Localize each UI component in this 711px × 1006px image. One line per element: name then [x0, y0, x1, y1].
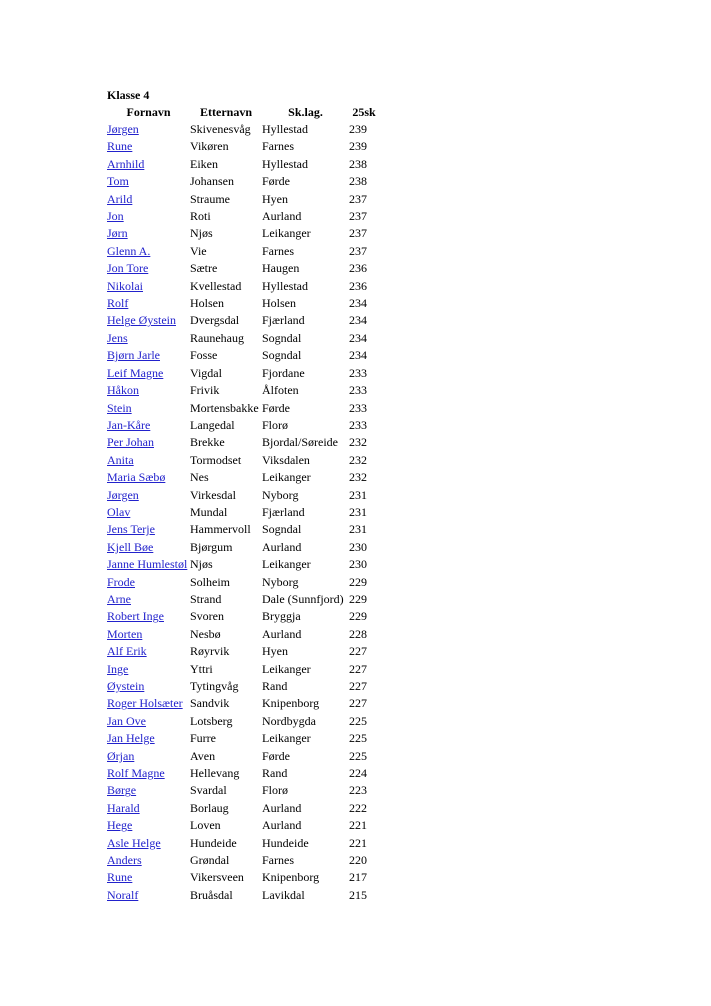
first-name-link[interactable]: Tom — [107, 174, 129, 189]
first-name-link[interactable]: Jens Terje — [107, 522, 155, 537]
results-page — [107, 87, 379, 904]
club-cell: Sogndal — [262, 330, 302, 345]
last-name-cell: Solheim — [190, 574, 231, 589]
first-name-link[interactable]: Børge — [107, 783, 137, 798]
header-last-name: Etternavn — [200, 105, 252, 119]
first-name-link[interactable]: Robert Inge — [107, 609, 164, 624]
table-row — [107, 852, 379, 869]
table-row — [107, 469, 379, 486]
table-row — [107, 695, 379, 712]
first-name-link[interactable]: Arne — [107, 591, 131, 606]
last-name-cell: Tormodset — [190, 452, 242, 467]
first-name-link[interactable]: Inge — [107, 661, 129, 676]
score-cell: 233 — [349, 383, 367, 398]
table-row — [107, 400, 379, 417]
club-cell: Rand — [262, 679, 288, 693]
score-cell: 233 — [349, 400, 367, 415]
last-name-cell: Holsen — [190, 296, 224, 311]
table-row — [107, 382, 379, 399]
first-name-link[interactable]: Stein — [107, 400, 132, 415]
table-row — [107, 626, 379, 643]
last-name-cell: Vikersveen — [190, 870, 244, 885]
last-name-cell: Eiken — [190, 156, 218, 171]
score-cell: 234 — [349, 313, 367, 328]
table-row — [107, 835, 379, 852]
club-cell: Farnes — [262, 139, 294, 154]
table-row — [107, 887, 379, 904]
table-row — [107, 347, 379, 364]
table-row — [107, 312, 379, 329]
table-row — [107, 487, 379, 504]
table-row — [107, 156, 379, 173]
last-name-cell: Kvellestad — [190, 278, 242, 293]
last-name-cell: Svardal — [190, 783, 227, 798]
last-name-cell: Svoren — [190, 609, 224, 624]
club-cell: Førde — [262, 174, 290, 189]
score-cell: 231 — [349, 487, 367, 502]
last-name-cell: Langedal — [190, 417, 235, 432]
club-cell: Førde — [262, 400, 290, 415]
score-cell: 237 — [349, 226, 367, 241]
score-cell: 230 — [349, 557, 367, 572]
club-cell: Ålfoten — [262, 383, 299, 398]
first-name-link[interactable]: Jørn — [107, 226, 128, 241]
results-table — [107, 103, 379, 904]
first-name-link[interactable]: Jan-Kåre — [107, 417, 151, 432]
score-cell: 227 — [349, 661, 367, 676]
last-name-cell: Tytingvåg — [190, 679, 239, 693]
club-cell: Knipenborg — [262, 696, 320, 711]
score-cell: 231 — [349, 522, 367, 537]
table-row — [107, 417, 379, 434]
score-cell: 225 — [349, 731, 367, 746]
club-cell: Fjærland — [262, 504, 305, 519]
last-name-cell: Mortensbakke — [190, 400, 259, 415]
last-name-cell: Njøs — [190, 557, 213, 572]
club-cell: Aurland — [262, 818, 302, 833]
score-cell: 231 — [349, 504, 367, 519]
first-name-link[interactable]: Bjørn Jarle — [107, 348, 160, 363]
club-cell: Hyen — [262, 191, 288, 206]
first-name-link[interactable]: Glenn A. — [107, 243, 151, 258]
score-cell: 238 — [349, 174, 367, 189]
score-cell: 234 — [349, 348, 367, 363]
score-cell: 239 — [349, 122, 367, 136]
score-cell: 233 — [349, 365, 367, 380]
last-name-cell: Grøndal — [190, 853, 230, 868]
header-row — [107, 103, 379, 121]
table-row — [107, 452, 379, 469]
first-name-link[interactable]: Ørjan — [107, 748, 135, 763]
last-name-cell: Borlaug — [190, 800, 229, 815]
first-name-link[interactable]: Rune — [107, 870, 133, 885]
last-name-cell: Frivik — [190, 383, 220, 398]
last-name-cell: Hundeide — [190, 835, 237, 850]
table-row — [107, 556, 379, 573]
club-cell: Sogndal — [262, 522, 302, 537]
table-row — [107, 260, 379, 277]
club-cell: Haugen — [262, 261, 300, 276]
last-name-cell: Straume — [190, 191, 230, 206]
first-name-link[interactable]: Jon Tore — [107, 261, 149, 276]
last-name-cell: Bjørgum — [190, 539, 233, 554]
first-name-link[interactable]: Kjell Bøe — [107, 539, 154, 554]
first-name-link[interactable]: Hege — [107, 818, 133, 833]
table-row — [107, 504, 379, 521]
table-row — [107, 591, 379, 608]
first-name-link[interactable]: Leif Magne — [107, 365, 164, 380]
first-name-link[interactable]: Helge Øystein — [107, 313, 176, 328]
score-cell: 229 — [349, 609, 367, 624]
first-name-link[interactable]: Jørgen — [107, 487, 139, 502]
score-cell: 239 — [349, 139, 367, 154]
club-cell: Aurland — [262, 539, 302, 554]
club-cell: Hyllestad — [262, 278, 308, 293]
first-name-link[interactable]: Harald — [107, 800, 140, 815]
last-name-cell: Dvergsdal — [190, 313, 240, 328]
first-name-link[interactable]: Anita — [107, 452, 134, 467]
club-cell: Hyllestad — [262, 122, 308, 136]
last-name-cell: Vie — [190, 243, 207, 258]
first-name-link[interactable]: Jan Helge — [107, 731, 155, 746]
table-row — [107, 278, 379, 295]
table-row — [107, 295, 379, 312]
table-row — [107, 817, 379, 834]
last-name-cell: Njøs — [190, 226, 213, 241]
score-cell: 223 — [349, 783, 367, 798]
score-cell: 234 — [349, 330, 367, 345]
score-cell: 217 — [349, 870, 367, 885]
table-row — [107, 800, 379, 817]
club-cell: Nyborg — [262, 574, 299, 589]
first-name-link[interactable]: Jan Ove — [107, 713, 146, 728]
score-cell: 227 — [349, 644, 367, 659]
score-cell: 232 — [349, 435, 367, 450]
table-row — [107, 365, 379, 382]
club-cell: Sogndal — [262, 348, 302, 363]
last-name-cell: Strand — [190, 591, 222, 606]
last-name-cell: Brekke — [190, 435, 225, 450]
score-cell: 237 — [349, 243, 367, 258]
first-name-link[interactable]: Jon — [107, 209, 124, 224]
first-name-link[interactable]: Nikolai — [107, 278, 143, 293]
table-row — [107, 661, 379, 678]
first-name-link[interactable]: Morten — [107, 626, 143, 641]
club-cell: Aurland — [262, 800, 302, 815]
score-cell: 233 — [349, 417, 367, 432]
last-name-cell: Loven — [190, 818, 221, 833]
table-row — [107, 643, 379, 660]
table-row — [107, 191, 379, 208]
first-name-link[interactable]: Jørgen — [107, 122, 139, 136]
club-cell: Hyen — [262, 644, 288, 659]
table-row — [107, 121, 379, 138]
score-cell: 236 — [349, 261, 367, 276]
first-name-link[interactable]: Olav — [107, 504, 131, 519]
table-row — [107, 539, 379, 556]
club-cell: Lavikdal — [262, 887, 305, 902]
score-cell: 227 — [349, 696, 367, 711]
score-cell: 229 — [349, 591, 367, 606]
club-cell: Farnes — [262, 853, 294, 868]
score-cell: 234 — [349, 296, 367, 311]
club-cell: Rand — [262, 766, 288, 781]
first-name-link[interactable]: Noralf — [107, 887, 139, 902]
score-cell: 236 — [349, 278, 367, 293]
class-title: Klasse 4 — [107, 88, 150, 102]
last-name-cell: Aven — [190, 748, 216, 763]
last-name-cell: Vikøren — [190, 139, 229, 154]
last-name-cell: Røyrvik — [190, 644, 230, 659]
score-cell: 225 — [349, 713, 367, 728]
first-name-link[interactable]: Øystein — [107, 679, 145, 693]
last-name-cell: Johansen — [190, 174, 234, 189]
score-cell: 215 — [349, 887, 367, 902]
club-cell: Leikanger — [262, 470, 311, 485]
header-club: Sk.lag. — [288, 105, 323, 119]
last-name-cell: Lotsberg — [190, 713, 233, 728]
header-first-name: Fornavn — [126, 105, 171, 119]
last-name-cell: Nes — [190, 470, 209, 485]
club-cell: Aurland — [262, 209, 302, 224]
score-cell: 228 — [349, 626, 367, 641]
last-name-cell: Mundal — [190, 504, 228, 519]
club-cell: Leikanger — [262, 557, 311, 572]
score-cell: 232 — [349, 470, 367, 485]
club-cell: Farnes — [262, 243, 294, 258]
first-name-link[interactable]: Anders — [107, 853, 142, 868]
last-name-cell: Roti — [190, 209, 211, 224]
club-cell: Florø — [262, 417, 289, 432]
first-name-link[interactable]: Roger Holsæter — [107, 696, 183, 711]
club-cell: Nordbygda — [262, 713, 316, 728]
table-row — [107, 730, 379, 747]
club-cell: Førde — [262, 748, 290, 763]
club-cell: Leikanger — [262, 226, 311, 241]
last-name-cell: Fosse — [190, 348, 218, 363]
last-name-cell: Virkesdal — [190, 487, 236, 502]
club-cell: Fjordane — [262, 365, 305, 380]
first-name-link[interactable]: Alf Erik — [107, 644, 147, 659]
score-cell: 227 — [349, 679, 367, 693]
club-cell: Fjærland — [262, 313, 305, 328]
first-name-link[interactable]: Jens — [107, 330, 128, 345]
table-row — [107, 243, 379, 260]
table-row — [107, 748, 379, 765]
score-cell: 222 — [349, 800, 367, 815]
last-name-cell: Hellevang — [190, 766, 240, 781]
table-row — [107, 765, 379, 782]
first-name-link[interactable]: Rune — [107, 139, 133, 154]
last-name-cell: Raunehaug — [190, 330, 244, 345]
table-row — [107, 208, 379, 225]
last-name-cell: Sandvik — [190, 696, 230, 711]
club-cell: Dale (Sunnfjord) — [262, 591, 344, 606]
score-cell: 237 — [349, 191, 367, 206]
club-cell: Florø — [262, 783, 289, 798]
table-row — [107, 574, 379, 591]
club-cell: Bjordal/Søreide — [262, 435, 338, 450]
club-cell: Nyborg — [262, 487, 299, 502]
club-cell: Knipenborg — [262, 870, 320, 885]
last-name-cell: Furre — [190, 731, 216, 746]
table-row — [107, 330, 379, 347]
club-cell: Hyllestad — [262, 156, 308, 171]
last-name-cell: Yttri — [190, 661, 213, 676]
first-name-link[interactable]: Janne Humlestøl — [107, 557, 188, 572]
first-name-link[interactable]: Rolf Magne — [107, 766, 165, 781]
club-cell: Leikanger — [262, 661, 311, 676]
table-row — [107, 869, 379, 886]
first-name-link[interactable]: Rolf — [107, 296, 129, 311]
first-name-link[interactable]: Håkon — [107, 383, 139, 398]
first-name-link[interactable]: Arild — [107, 191, 133, 206]
last-name-cell: Vigdal — [190, 365, 222, 380]
table-row — [107, 782, 379, 799]
table-row — [107, 138, 379, 155]
score-cell: 221 — [349, 835, 367, 850]
last-name-cell: Skivenesvåg — [190, 122, 251, 136]
last-name-cell: Hammervoll — [190, 522, 251, 537]
last-name-cell: Nesbø — [190, 626, 221, 641]
score-cell: 238 — [349, 156, 367, 171]
first-name-link[interactable]: Per Johan — [107, 435, 154, 450]
table-row — [107, 225, 379, 242]
table-row — [107, 713, 379, 730]
header-score: 25sk — [352, 105, 376, 119]
first-name-link[interactable]: Arnhild — [107, 156, 145, 171]
first-name-link[interactable]: Frode — [107, 574, 135, 589]
score-cell: 221 — [349, 818, 367, 833]
last-name-cell: Bruåsdal — [190, 887, 233, 902]
first-name-link[interactable]: Maria Sæbø — [107, 470, 166, 485]
score-cell: 224 — [349, 766, 367, 781]
table-row — [107, 608, 379, 625]
table-row — [107, 678, 379, 695]
club-cell: Aurland — [262, 626, 302, 641]
table-row — [107, 173, 379, 190]
last-name-cell: Sætre — [190, 261, 218, 276]
club-cell: Holsen — [262, 296, 296, 311]
club-cell: Hundeide — [262, 835, 309, 850]
score-cell: 232 — [349, 452, 367, 467]
first-name-link[interactable]: Asle Helge — [107, 835, 161, 850]
score-cell: 229 — [349, 574, 367, 589]
club-cell: Bryggja — [262, 609, 301, 624]
table-row — [107, 434, 379, 451]
table-row — [107, 521, 379, 538]
score-cell: 230 — [349, 539, 367, 554]
score-cell: 237 — [349, 209, 367, 224]
club-cell: Viksdalen — [262, 452, 310, 467]
club-cell: Leikanger — [262, 731, 311, 746]
score-cell: 225 — [349, 748, 367, 763]
score-cell: 220 — [349, 853, 367, 868]
